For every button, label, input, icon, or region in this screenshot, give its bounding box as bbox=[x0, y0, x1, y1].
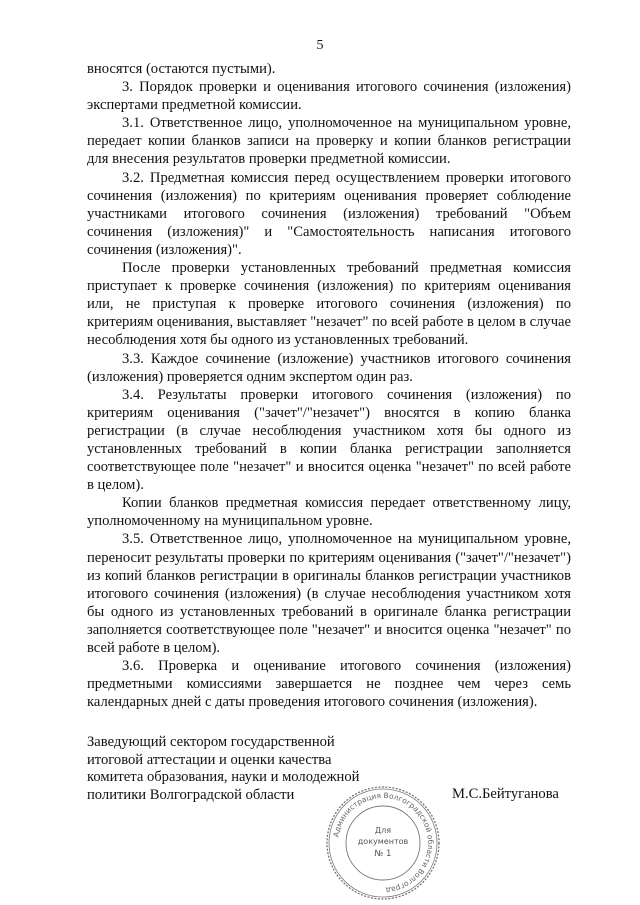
document-body bbox=[87, 60, 571, 711]
official-stamp bbox=[323, 783, 443, 903]
paragraph-section-3: 3. Порядок проверки и оценивания итогового сочинения (изложения) экспертами предметной комиссии. bbox=[87, 79, 571, 114]
paragraph-copies: Копии бланков предметная комиссия передает ответственному лицу, уполномоченному на муниципальном уровне. bbox=[87, 495, 571, 530]
paragraph-3-3: 3.3. Каждое сочинение (изложение) участников итогового сочинения (изложения) проверяется одним экспертом один раз. bbox=[87, 350, 571, 385]
paragraph-3-6: 3.6. Проверка и оценивание итогового сочинения (изложения) предметными комиссиями завершается не позднее чем через семь календарных дней с даты проведения итогового сочинения (изложения). bbox=[87, 658, 571, 711]
paragraph-3-5: 3.5. Ответственное лицо, уполномоченное на муниципальном уровне, переносит результаты проверки по критериям оценивания ("зачет"/"незачет") из копий бланков регистрации в оригиналы бланков регистрации участников итогового сочинения (изложения) (в случае несоблюдения участником хотя бы одного из установленных требований в оригинале бланка регистрации заполняется соответствующее поле "незачет" и вносится оценка "незачет" по всей работе в целом). bbox=[87, 531, 571, 656]
paragraph-3-1: 3.1. Ответственное лицо, уполномоченное на муниципальном уровне, передает копии бланков записи на проверку и копии бланков регистрации для внесения результатов проверки предметной комиссии. bbox=[87, 115, 571, 168]
stamp-center-line: № 1 bbox=[374, 849, 392, 859]
stamp-center-line: Для bbox=[374, 826, 392, 835]
stamp-center-line: документов bbox=[357, 837, 409, 846]
signature-position-line: итоговой аттестации и оценки качества bbox=[87, 751, 332, 768]
paragraph-3-2: 3.2. Предметная комиссия перед осуществлением проверки итогового сочинения (изложения) по критериям оценивания проверяет соблюдение участниками итогового сочинения (изложения) требований "Объем сочинения (изложения)" и "Самостоятельность написания итогового сочинения (изложения)". bbox=[87, 169, 571, 258]
signature-position-line: Заведующий сектором государственной bbox=[87, 734, 335, 750]
page-number: 5 bbox=[316, 38, 324, 53]
paragraph-3-4: 3.4. Результаты проверки итогового сочинения (изложения) по критериям оценивания ("зачет"/"незачет") вносятся в копию бланка регистрации (в случае несоблюдения участником хотя бы одного из установленных требований в копии бланка регистрации заполняется соответствующее поле "незачет" и вносится оценка "незачет" по всей работе в целом). bbox=[87, 386, 571, 494]
paragraph-continuation: вносятся (остаются пустыми). bbox=[87, 61, 276, 77]
signature-position-line: комитета образования, науки и молодежной bbox=[87, 769, 360, 785]
signature-position-line: политики Волгоградской области bbox=[87, 786, 295, 803]
paragraph-after-check: После проверки установленных требований предметная комиссия приступает к проверке сочинения (изложения) по критериям оценивания или, не приступая к проверке итогового сочинения (изложения) по критериям оценивания, выставляет "незачет" по всей работе в целом в случае несоблюдения хотя бы одного из установленных требований. bbox=[87, 260, 571, 349]
stamp-ring-text: Администрация Волгоградской области Волгоград bbox=[331, 790, 436, 895]
signer-name: М.С.Бейтуганова bbox=[452, 786, 559, 802]
